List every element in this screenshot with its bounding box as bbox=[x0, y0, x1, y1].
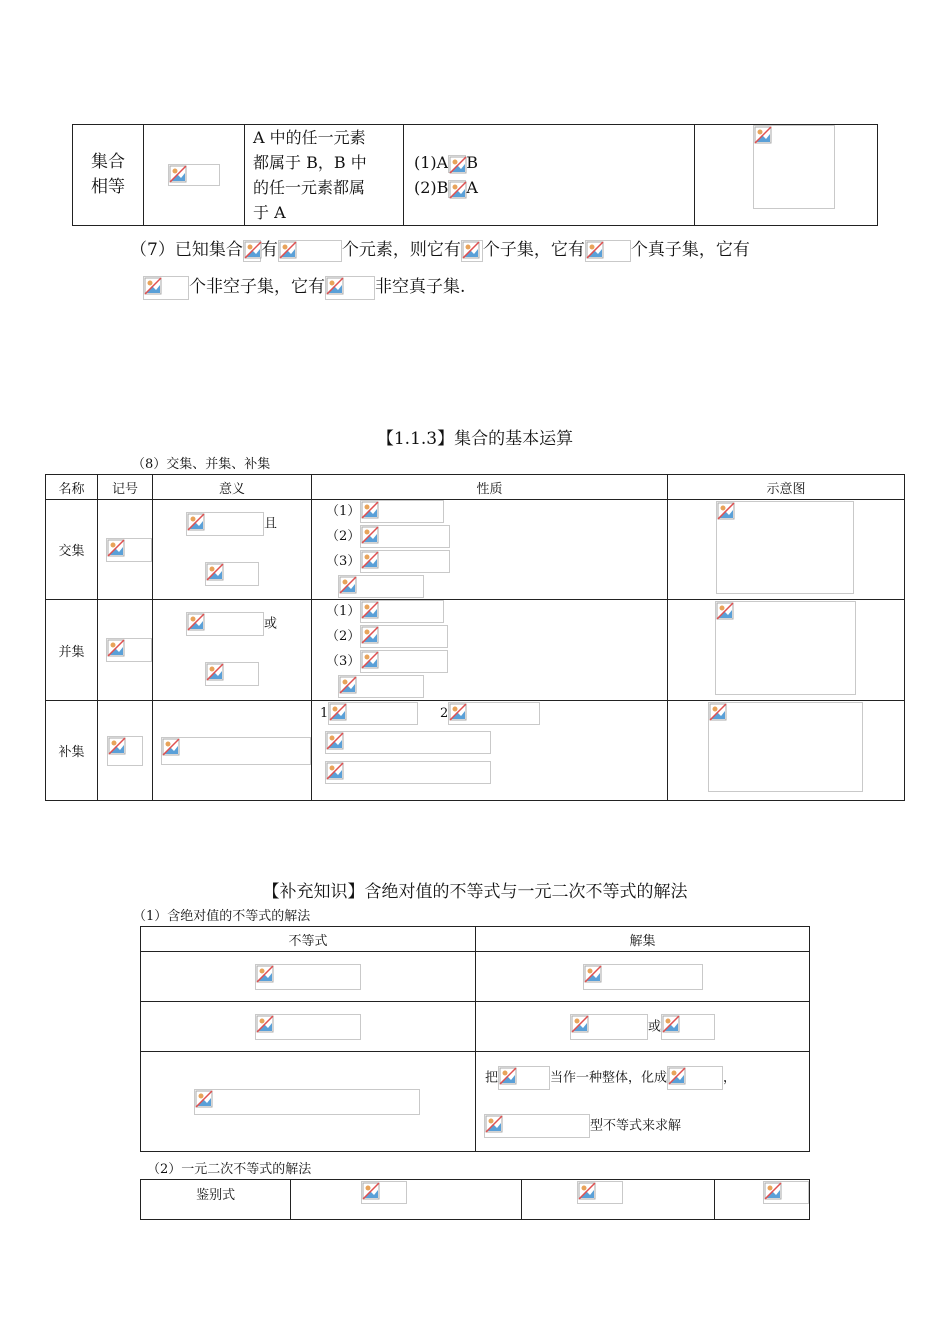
broken-image-icon bbox=[186, 512, 264, 536]
broken-image-icon bbox=[168, 164, 220, 186]
conj-text: 或 bbox=[264, 616, 278, 632]
broken-image-icon bbox=[360, 500, 444, 523]
meaning-line: 都属于 B，B 中 bbox=[253, 153, 367, 172]
prop-index: （3） bbox=[326, 554, 361, 569]
para-text: 有 bbox=[260, 240, 278, 260]
sol-text: 型不等式来求解 bbox=[590, 1118, 682, 1134]
row-diagram bbox=[668, 600, 905, 701]
solution-cell bbox=[476, 952, 810, 1002]
inequality-cell bbox=[141, 1002, 476, 1052]
para-text: 个子集，它有 bbox=[482, 240, 585, 260]
inequality-cell bbox=[141, 952, 476, 1002]
set-equal-label: 集合 相等 bbox=[91, 152, 125, 197]
broken-image-icon bbox=[448, 180, 466, 198]
broken-image-icon bbox=[577, 1181, 623, 1204]
prop-text: B bbox=[466, 153, 478, 172]
disc-cell bbox=[291, 1180, 522, 1220]
row-meaning bbox=[153, 701, 312, 801]
broken-image-icon bbox=[461, 240, 483, 262]
broken-image-icon bbox=[360, 625, 448, 648]
broken-image-icon bbox=[715, 601, 856, 695]
row-meaning bbox=[153, 600, 312, 701]
row-property bbox=[312, 701, 668, 801]
broken-image-icon bbox=[325, 731, 491, 754]
broken-image-icon bbox=[708, 702, 863, 792]
broken-image-icon bbox=[278, 240, 342, 262]
cell-symbol bbox=[144, 125, 245, 226]
prop-index: （2） bbox=[326, 529, 361, 544]
broken-image-icon bbox=[338, 675, 424, 698]
broken-image-icon bbox=[361, 1181, 407, 1204]
row-meaning bbox=[153, 500, 312, 600]
cell-property bbox=[404, 125, 695, 226]
prop-text: A bbox=[466, 178, 478, 197]
cell-name bbox=[73, 125, 144, 226]
broken-image-icon bbox=[161, 737, 311, 765]
sol-text: 当作一种整体，化成 bbox=[550, 1070, 668, 1086]
broken-image-icon bbox=[484, 1114, 590, 1138]
broken-image-icon bbox=[328, 702, 418, 725]
header-inequality: 不等式 bbox=[141, 927, 476, 952]
broken-image-icon bbox=[205, 562, 259, 586]
broken-image-icon bbox=[205, 662, 259, 686]
row-symbol bbox=[98, 701, 153, 801]
para-text: 非空真子集. bbox=[375, 277, 466, 297]
meaning-line: 于 A bbox=[253, 203, 286, 222]
broken-image-icon bbox=[255, 964, 361, 990]
disc-cell bbox=[715, 1180, 810, 1220]
broken-image-icon bbox=[255, 1014, 361, 1040]
section-subtitle: （8）交集、并集、补集 bbox=[132, 457, 271, 472]
prop-text: (1)A bbox=[414, 153, 449, 172]
para-text: 个元素，则它有 bbox=[341, 240, 461, 260]
header-symbol: 记号 bbox=[98, 475, 153, 500]
supplement-title: 【补充知识】含绝对值的不等式与一元二次不等式的解法 bbox=[262, 882, 688, 902]
broken-image-icon bbox=[360, 600, 444, 623]
broken-image-icon bbox=[325, 276, 375, 300]
header-diagram: 示意图 bbox=[668, 475, 905, 500]
disc-label: 鉴别式 bbox=[141, 1180, 291, 1220]
abs-inequality-table bbox=[140, 926, 810, 1152]
broken-image-icon bbox=[570, 1014, 648, 1040]
sol-text: ， bbox=[723, 1070, 737, 1086]
broken-image-icon bbox=[753, 125, 835, 209]
row-name: 并集 bbox=[46, 600, 98, 701]
disc-cell bbox=[522, 1180, 715, 1220]
sol-text: 把 bbox=[485, 1070, 499, 1086]
set-operations-table bbox=[45, 474, 905, 801]
section-title: 【1.1.3】集合的基本运算 bbox=[376, 429, 574, 449]
broken-image-icon bbox=[360, 525, 450, 548]
inequality-cell bbox=[141, 1052, 476, 1152]
para-text: （7）已知集合 bbox=[130, 240, 243, 260]
broken-image-icon bbox=[186, 612, 264, 636]
meaning-line: A 中的任一元素 bbox=[253, 128, 366, 147]
row-symbol bbox=[98, 600, 153, 701]
quadratic-table bbox=[140, 1179, 810, 1220]
broken-image-icon bbox=[107, 736, 143, 766]
prop-index: （3） bbox=[326, 654, 361, 669]
conj-text: 或 bbox=[647, 1019, 661, 1034]
paragraph-7-line1 bbox=[130, 238, 750, 263]
broken-image-icon bbox=[583, 964, 703, 990]
broken-image-icon bbox=[667, 1066, 723, 1090]
para-text: 个非空子集，它有 bbox=[189, 277, 325, 297]
row-property bbox=[312, 600, 668, 701]
broken-image-icon bbox=[194, 1089, 420, 1115]
broken-image-icon bbox=[763, 1181, 809, 1204]
cell-meaning bbox=[245, 125, 404, 226]
broken-image-icon bbox=[338, 575, 424, 598]
broken-image-icon bbox=[325, 761, 491, 784]
supplement-sub2: （2）一元二次不等式的解法 bbox=[147, 1162, 312, 1177]
meaning-line: 的任一元素都属 bbox=[253, 178, 366, 197]
broken-image-icon bbox=[360, 550, 450, 573]
broken-image-icon bbox=[106, 638, 152, 662]
broken-image-icon bbox=[106, 538, 152, 562]
header-name: 名称 bbox=[46, 475, 98, 500]
broken-image-icon bbox=[448, 155, 466, 173]
prop-index: 1 bbox=[320, 706, 329, 721]
row-diagram bbox=[668, 500, 905, 600]
row-name: 补集 bbox=[46, 701, 98, 801]
cell-diagram bbox=[695, 125, 878, 226]
prop-index: （1） bbox=[326, 504, 361, 519]
broken-image-icon bbox=[661, 1014, 715, 1040]
header-property: 性质 bbox=[312, 475, 668, 500]
prop-text: (2)B bbox=[414, 178, 449, 197]
prop-index: （1） bbox=[326, 604, 361, 619]
broken-image-icon bbox=[448, 702, 540, 725]
broken-image-icon bbox=[143, 276, 189, 300]
conj-text: 且 bbox=[264, 516, 278, 532]
broken-image-icon bbox=[585, 240, 631, 262]
prop-index: 2 bbox=[440, 706, 449, 721]
row-name: 交集 bbox=[46, 500, 98, 600]
para-text: 个真子集，它有 bbox=[630, 240, 750, 260]
row-property bbox=[312, 500, 668, 600]
header-solution: 解集 bbox=[476, 927, 810, 952]
header-meaning: 意义 bbox=[153, 475, 312, 500]
broken-image-icon bbox=[498, 1066, 550, 1090]
row-symbol bbox=[98, 500, 153, 600]
set-equality-table bbox=[72, 124, 878, 226]
paragraph-7-line2 bbox=[143, 275, 465, 300]
row-diagram bbox=[668, 701, 905, 801]
prop-index: （2） bbox=[326, 629, 361, 644]
broken-image-icon bbox=[716, 501, 854, 594]
broken-image-icon bbox=[360, 650, 448, 673]
supplement-sub1: （1）含绝对值的不等式的解法 bbox=[133, 909, 311, 924]
solution-cell bbox=[476, 1052, 810, 1152]
broken-image-icon bbox=[243, 240, 261, 262]
solution-cell bbox=[476, 1002, 810, 1052]
